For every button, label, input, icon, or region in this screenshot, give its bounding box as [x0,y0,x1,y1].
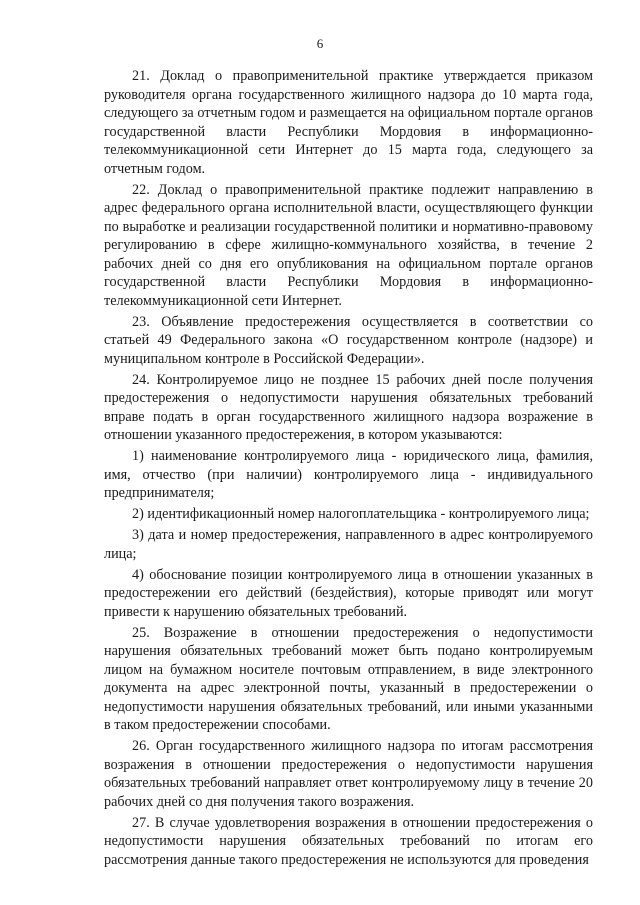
list-item-2: 2) идентификационный номер налогоплательщика - контролируемого лица; [132,506,590,522]
document-body [104,67,593,872]
paragraph-25: 25. Возражение в отношении предостережения о недопустимости нарушения обязательных требований может быть подано контролируемым лицом на бумажном носителе почтовым отправлением, в виде электронного документа на адрес электронной почты, указанный в предостережении о недопустимости нарушения обязательных требований, или иными указанными в таком предостережении способами. [104,624,593,733]
list-item-3: 3) дата и номер предостережения, направленного в адрес контролируемого лица; [104,527,593,562]
paragraph-23: 23. Объявление предостережения осуществляется в соответствии со статьей 49 Федерального закона «О государственном контроле (надзоре) и муниципальном контроле в Российской Федерации». [104,313,593,367]
list-item-4: 4) обоснование позиции контролируемого лица в отношении указанных в предостережении его действий (бездействия), которые приводят или могут привести к нарушению обязательных требований. [104,566,593,620]
paragraph-26: 26. Орган государственного жилищного надзора по итогам рассмотрения возражения в отношении предостережения о недопустимости нарушения обязательных требований направляет ответ контролируемому лицу в течение 20 рабочих дней со дня получения такого возражения. [104,738,593,810]
paragraph-21: 21. Доклад о правоприменительной практике утверждается приказом руководителя органа государственного жилищного надзора до 10 марта года, следующего за отчетным годом и размещается на официальном портале органов государственной власти Республики Мордовия в информационно-телекоммуникационной сети Интернет до 15 марта года, следующего за отчетным годом. [104,68,593,177]
paragraph-22: 22. Доклад о правоприменительной практике подлежит направлению в адрес федерального органа исполнительной власти, осуществляющего функции по выработке и реализации государственной политики и нормативно-правовому регулированию в сфере жилищно-коммунального хозяйства, в течение 2 рабочих дней со дня его опубликования на официальном портале органов государственной власти Республики Мордовия в информационно-телекоммуникационной сети Интернет. [104,181,593,309]
paragraph-27: 27. В случае удовлетворения возражения в отношении предостережения о недопустимости нарушения обязательных требований по итогам его рассмотрения данные такого предостережения не используются для проведения [104,814,593,868]
paragraph-24: 24. Контролируемое лицо не позднее 15 рабочих дней после получения предостережения о недопустимости нарушения обязательных требований вправе подать в орган государственного жилищного надзора возражение в отношении указанного предостережения, в котором указываются: [104,371,593,443]
list-item-1: 1) наименование контролируемого лица - юридического лица, фамилия, имя, отчество (при наличии) контролируемого лица - индивидуального предпринимателя; [104,448,593,501]
page-number: 6 [316,36,324,51]
